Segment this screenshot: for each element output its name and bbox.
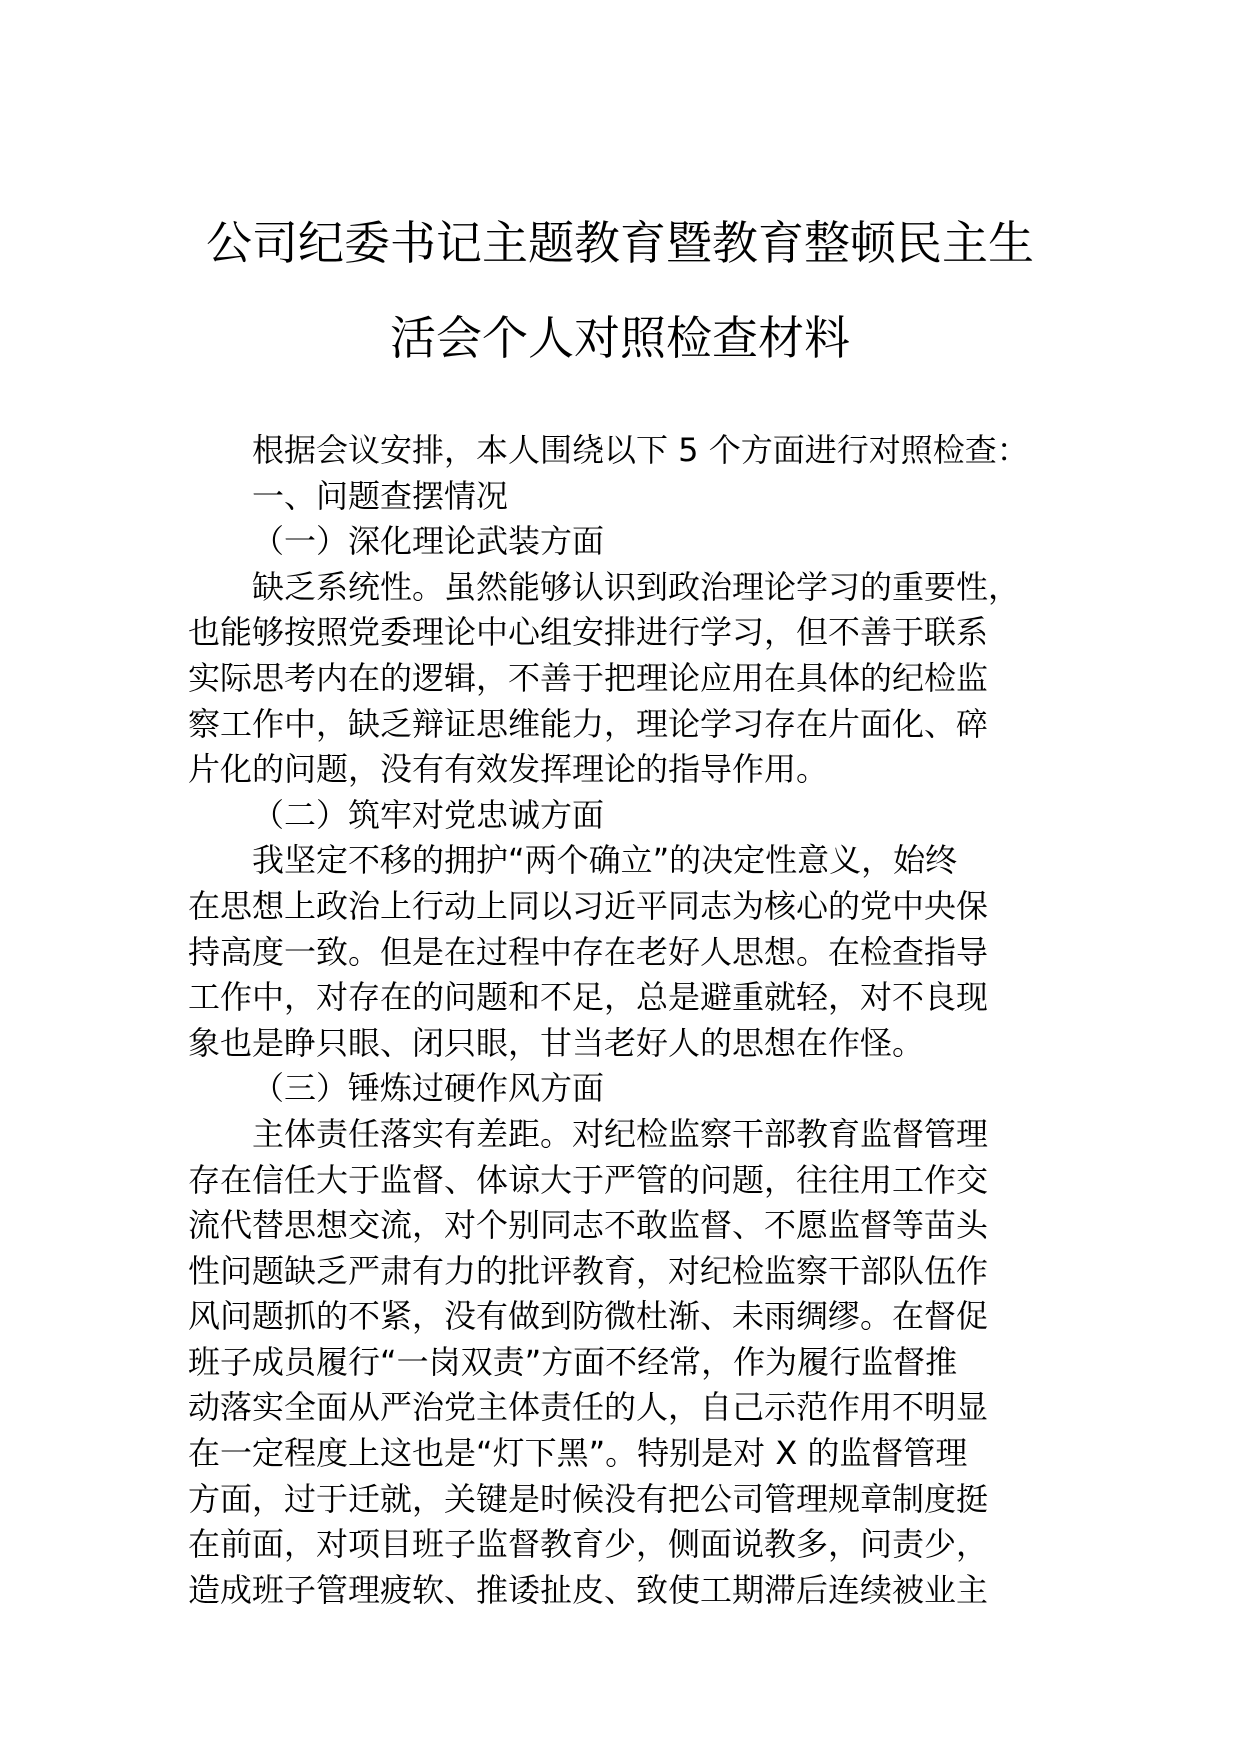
paragraph-3-line: 在一定程度上这也是“灯下黑”。特别是对 X 的监督管理	[188, 1434, 968, 1473]
paragraph-1-line: 也能够按照党委理论中心组安排进行学习，但不善于联系	[188, 613, 989, 652]
paragraph-3-line: 班子成员履行“一岗双责”方面不经常，作为履行监督推	[188, 1342, 958, 1381]
paragraph-3-line: 主体责任落实有差距。对纪检监察干部教育监督管理	[252, 1114, 989, 1153]
paragraph-3-line: 方面，过于迁就，关键是时候没有把公司管理规章制度挺	[188, 1479, 989, 1518]
paragraph-1-line: 实际思考内在的逻辑，不善于把理论应用在具体的纪检监	[188, 658, 989, 697]
document-body	[188, 428, 1068, 1613]
paragraph-2-line: 我坚定不移的拥护“两个确立”的决定性意义，始终	[252, 841, 958, 880]
paragraph-2-line: 象也是睁只眼、闭只眼，甘当老好人的思想在作怪。	[188, 1023, 925, 1062]
paragraph-2-line: 持高度一致。但是在过程中存在老好人思想。在检查指导	[188, 932, 989, 971]
subsection-heading-2: （二）筑牢对党忠诚方面	[252, 795, 605, 834]
paragraph-3-line: 风问题抓的不紧，没有做到防微杜渐、未雨绸缪。在督促	[188, 1297, 989, 1336]
paragraph-2-line: 在思想上政治上行动上同以习近平同志为核心的党中央保	[188, 886, 989, 925]
subsection-heading-1: （一）深化理论武装方面	[252, 522, 605, 561]
paragraph-1-line: 察工作中，缺乏辩证思维能力，理论学习存在片面化、碎	[188, 704, 989, 743]
document-title-line-1: 公司纪委书记主题教育暨教育整顿民主生	[206, 216, 1034, 270]
paragraph-1-line: 缺乏系统性。虽然能够认识到政治理论学习的重要性，	[252, 567, 1021, 606]
paragraph-3-line: 性问题缺乏严肃有力的批评教育，对纪检监察干部队伍作	[188, 1251, 989, 1290]
paragraph-3-line: 存在信任大于监督、体谅大于严管的问题，往往用工作交	[188, 1160, 989, 1199]
paragraph-3-line: 造成班子管理疲软、推诿扯皮、致使工期滞后连续被业主	[188, 1570, 989, 1609]
section-heading-1: 一、问题查摆情况	[252, 476, 509, 515]
subsection-heading-3: （三）锤炼过硬作风方面	[252, 1069, 605, 1108]
intro-paragraph: 根据会议安排，本人围绕以下 5 个方面进行对照检查：	[252, 431, 1029, 469]
document-title-line-2: 活会个人对照检查材料	[390, 311, 850, 365]
paragraph-2-line: 工作中，对存在的问题和不足，总是避重就轻，对不良现	[188, 978, 989, 1017]
paragraph-3-line: 动落实全面从严治党主体责任的人，自己示范作用不明显	[188, 1388, 989, 1427]
paragraph-1-line: 片化的问题，没有有效发挥理论的指导作用。	[188, 750, 829, 789]
paragraph-3-line: 流代替思想交流，对个别同志不敢监督、不愿监督等苗头	[188, 1206, 989, 1245]
paragraph-3-line: 在前面，对项目班子监督教育少，侧面说教多，问责少，	[188, 1525, 989, 1564]
